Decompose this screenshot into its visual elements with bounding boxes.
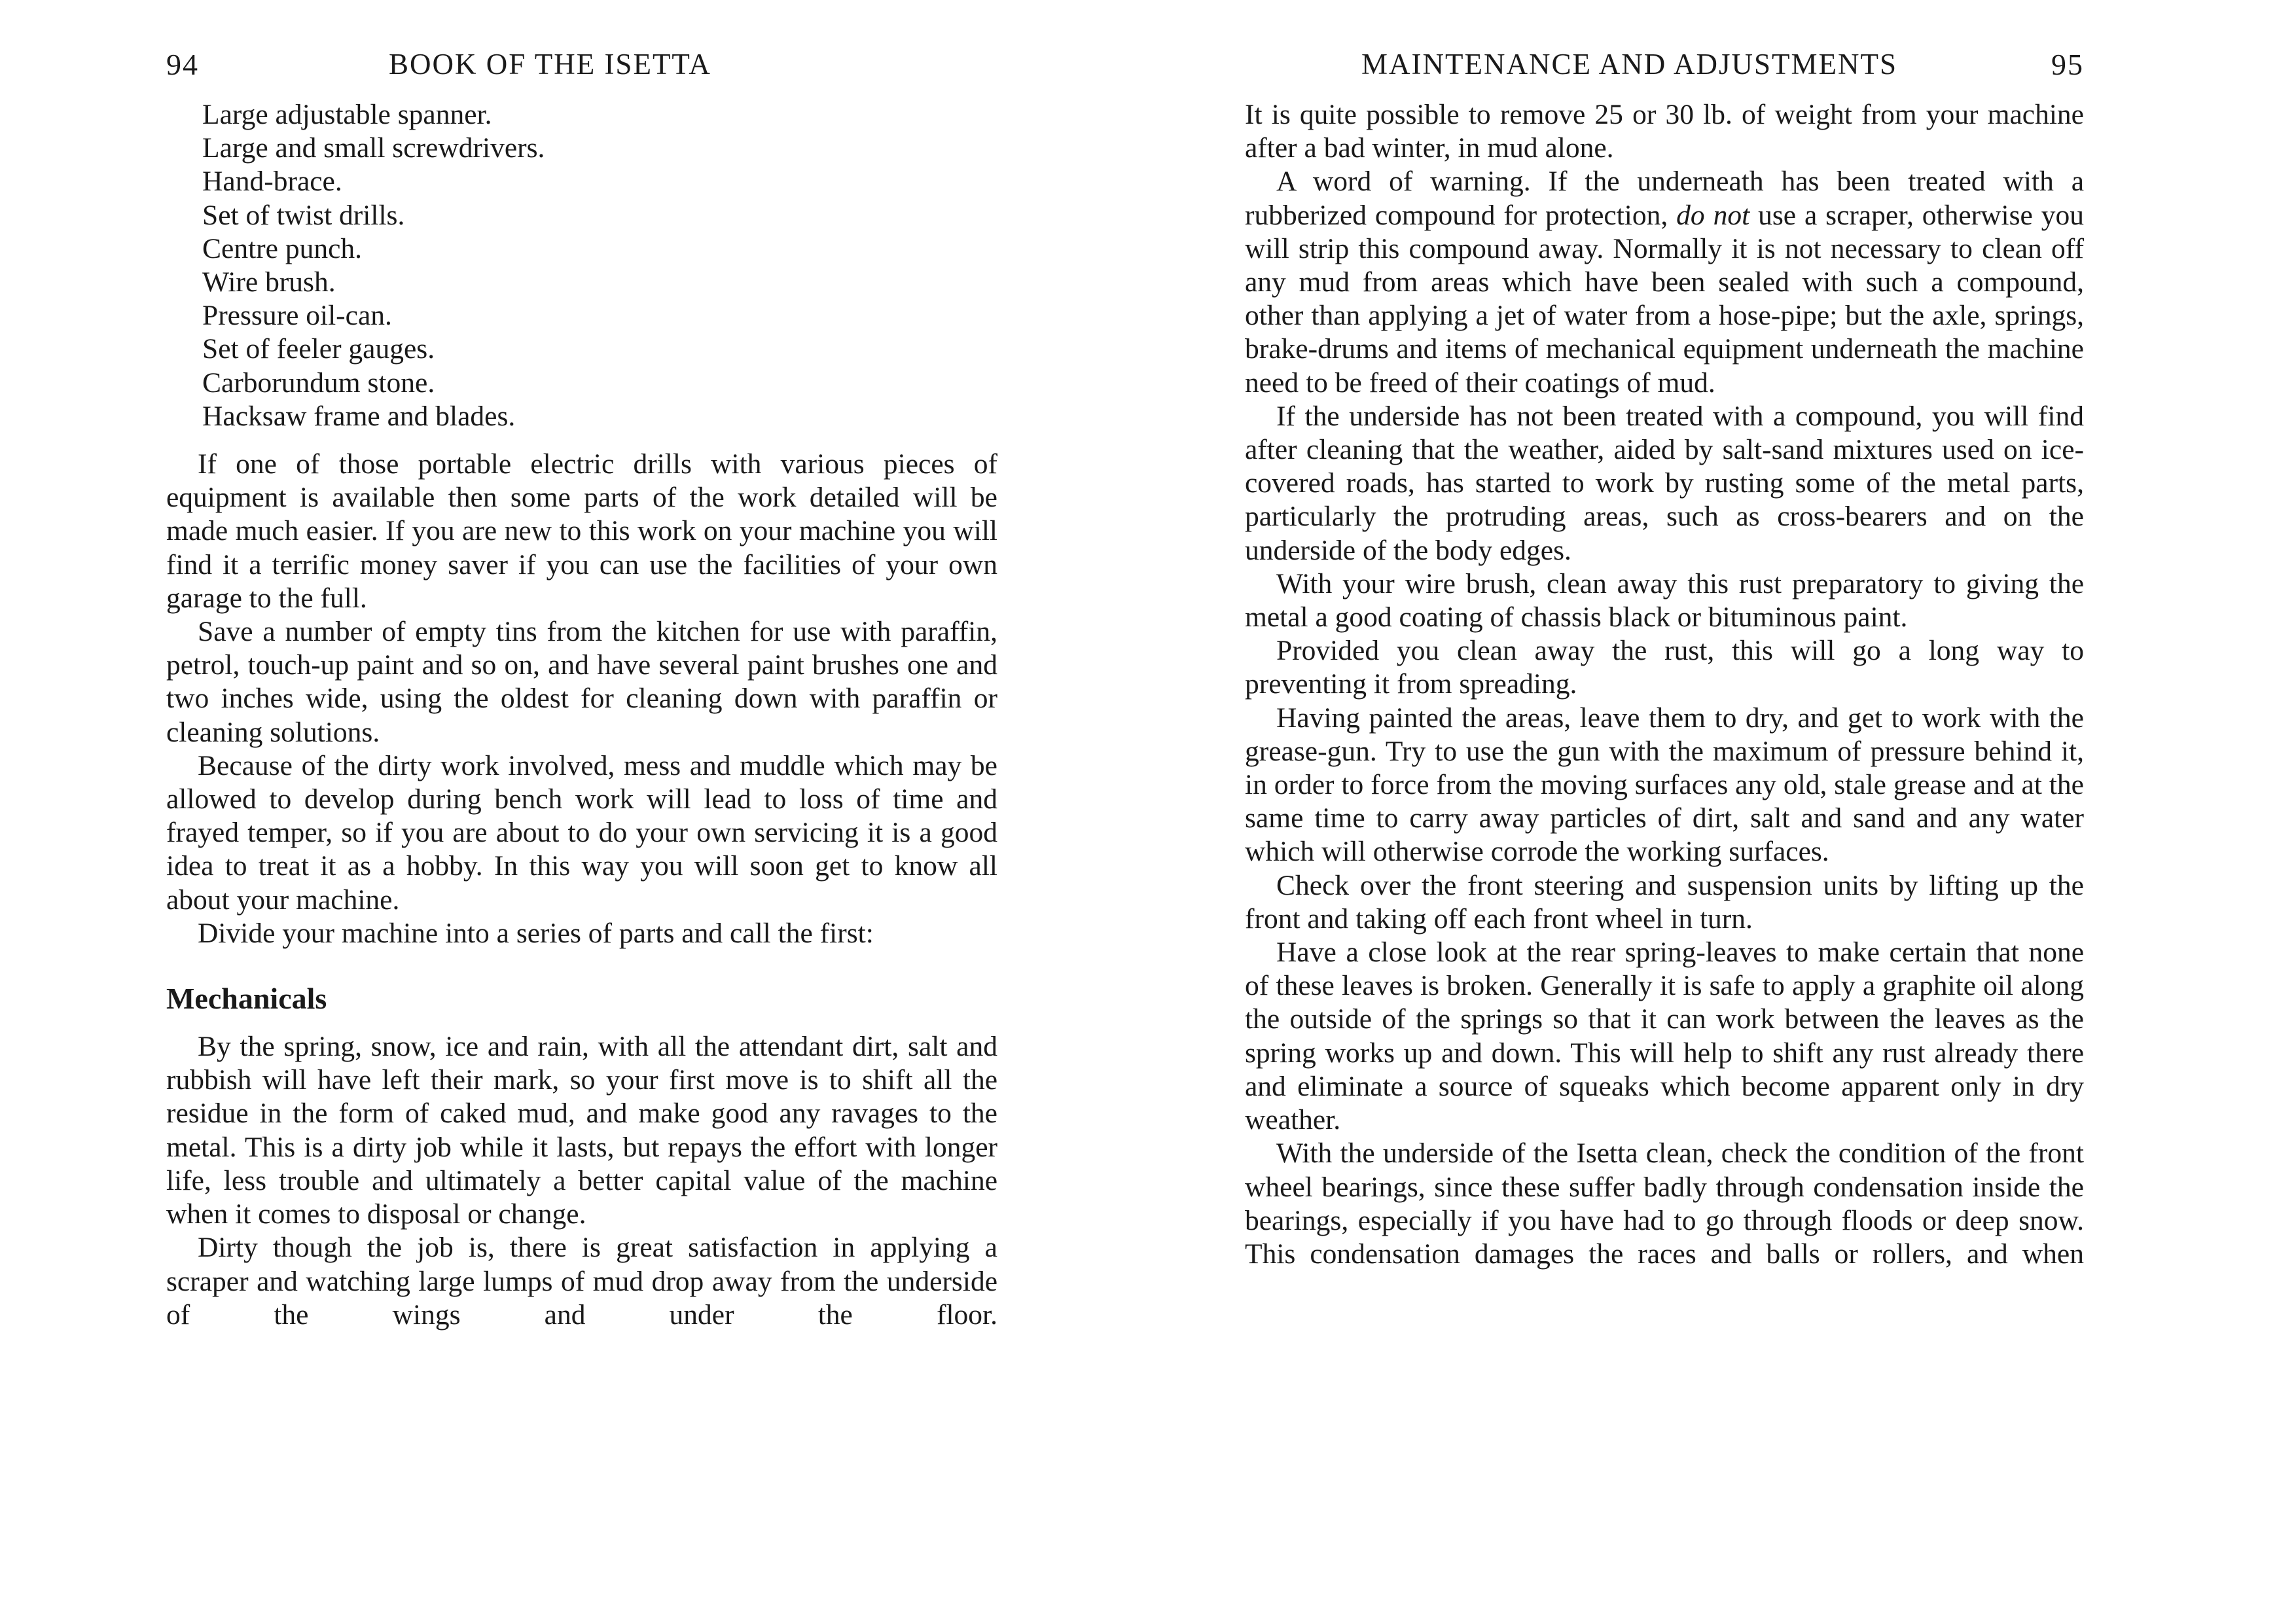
- warning-paragraph: [1245, 165, 2084, 399]
- right-page-body: [1245, 98, 2084, 1271]
- right-page-number: 95: [2051, 48, 2084, 81]
- tool-list-item: Large adjustable spanner.: [202, 99, 492, 130]
- tool-list-item: Set of twist drills.: [202, 199, 405, 231]
- right-page: [1245, 0, 2084, 1610]
- paragraph: If the underside has not been treated with a compound, you will find after cleaning that the weather, aided by salt-sand mixtures used on ice-covered roads, has started to work by rusting some of the metal parts, particularly the protruding areas, such as cross-bearers and on the underside of the body edges.: [1245, 400, 2084, 566]
- paragraph: Divide your machine into a series of parts and call the first:: [198, 917, 874, 949]
- paragraph: By the spring, snow, ice and rain, with all the attendant dirt, salt and rubbish will have left their mark, so your first move is to shift all the residue in the form of caked mud, and make good any ravages to the metal. This is a dirty job while it lasts, but repays the effort with longer life, less trouble and ultimately a better capital value of the machine when it comes to disposal or change.: [166, 1031, 997, 1230]
- continued-paragraph: It is quite possible to remove 25 or 30 lb. of weight from your machine after a bad winter, in mud alone.: [1245, 99, 2084, 164]
- right-running-head: [1245, 47, 2084, 86]
- paragraph: Provided you clean away the rust, this will go a long way to preventing it from spreading.: [1245, 635, 2084, 700]
- paragraph: Because of the dirty work involved, mess and muddle which may be allowed to develop during bench work will lead to loss of time and frayed temper, so if you are about to do your own servicing it is a good idea to treat it as a hobby. In this way you will soon get to know all about your machine.: [166, 749, 997, 916]
- warning-text-start: A word of warning. If the underneath has been treated with a rubberized compound for protection,: [1245, 166, 2084, 231]
- tool-list-item: Wire brush.: [202, 266, 336, 298]
- tool-list-item: Large and small screwdrivers.: [202, 132, 545, 164]
- tool-list-item: Centre punch.: [202, 232, 363, 264]
- tool-list-item: Carborundum stone.: [202, 367, 435, 399]
- warning-text-end: use a scraper, otherwise you will strip this compound away. Normally it is not necessary to clean off any mud from areas which have been sealed with such a compound, other than applying a jet of water from a hose-pipe; but the axle, springs, brake-drums and items of mechanical equipment underneath the machine need to be freed of their coatings of mud.: [1245, 199, 2085, 399]
- section-heading: Mechanicals: [166, 982, 327, 1016]
- paragraph: With your wire brush, clean away this rust preparatory to giving the metal a good coating of chassis black or bituminous paint.: [1245, 567, 2084, 634]
- paragraph: Have a close look at the rear spring-leaves to make certain that none of these leaves is broken. Generally it is safe to apply a graphite oil along the outside of the springs so that it can work between the leaves as the spring works up and down. This will help to shift any rust already there and eliminate a source of squeaks which become apparent only in dry weather.: [1245, 937, 2084, 1136]
- left-page: [166, 0, 997, 1610]
- paragraph: Dirty though the job is, there is great satisfaction in applying a scraper and watching large lumps of mud drop away from the underside of the wings and under the floor.: [166, 1232, 997, 1331]
- right-running-title: MAINTENANCE AND ADJUSTMENTS: [1361, 48, 1898, 80]
- left-running-head: [166, 47, 997, 86]
- left-running-title: BOOK OF THE ISETTA: [389, 48, 711, 80]
- paragraph: Having painted the areas, leave them to dry, and get to work with the grease-gun. Try to use the gun with the maximum of pressure behind it, in order to force from the moving surfaces any old, stale grease and at the same time to carry away particles of dirt, salt and sand and any water which will otherwise corrode the working surfaces.: [1245, 702, 2084, 868]
- paragraph: Save a number of empty tins from the kitchen for use with paraffin, petrol, touch-up paint and so on, and have several paint brushes one and two inches wide, using the oldest for cleaning down with paraffin or cleaning solutions.: [166, 616, 997, 748]
- tool-list-item: Hand-brace.: [202, 166, 342, 198]
- paragraph: With the underside of the Isetta clean, check the condition of the front wheel bearings, since these suffer badly through condensation inside the bearings, especially if you have had to go through floods or deep snow. This condensation damages the races and balls or rollers, and when: [1245, 1137, 2084, 1270]
- tool-list-item: Pressure oil-can.: [202, 300, 392, 332]
- tool-list: [166, 98, 997, 433]
- paragraph: If one of those portable electric drills with various pieces of equipment is available then some parts of the work detailed will be made much easier. If you are new to this work on your machine you will find it a terrific money saver if you can use the facilities of your own garage to the full.: [166, 448, 997, 614]
- paragraph: Check over the front steering and suspension units by lifting up the front and taking off each front wheel in turn.: [1245, 869, 2084, 935]
- tool-list-item: Hacksaw frame and blades.: [202, 400, 516, 432]
- tool-list-item: Set of feeler gauges.: [202, 333, 435, 365]
- left-page-body: [166, 98, 997, 1332]
- warning-emphasis: do not: [1676, 199, 1750, 231]
- left-page-number: 94: [166, 48, 199, 81]
